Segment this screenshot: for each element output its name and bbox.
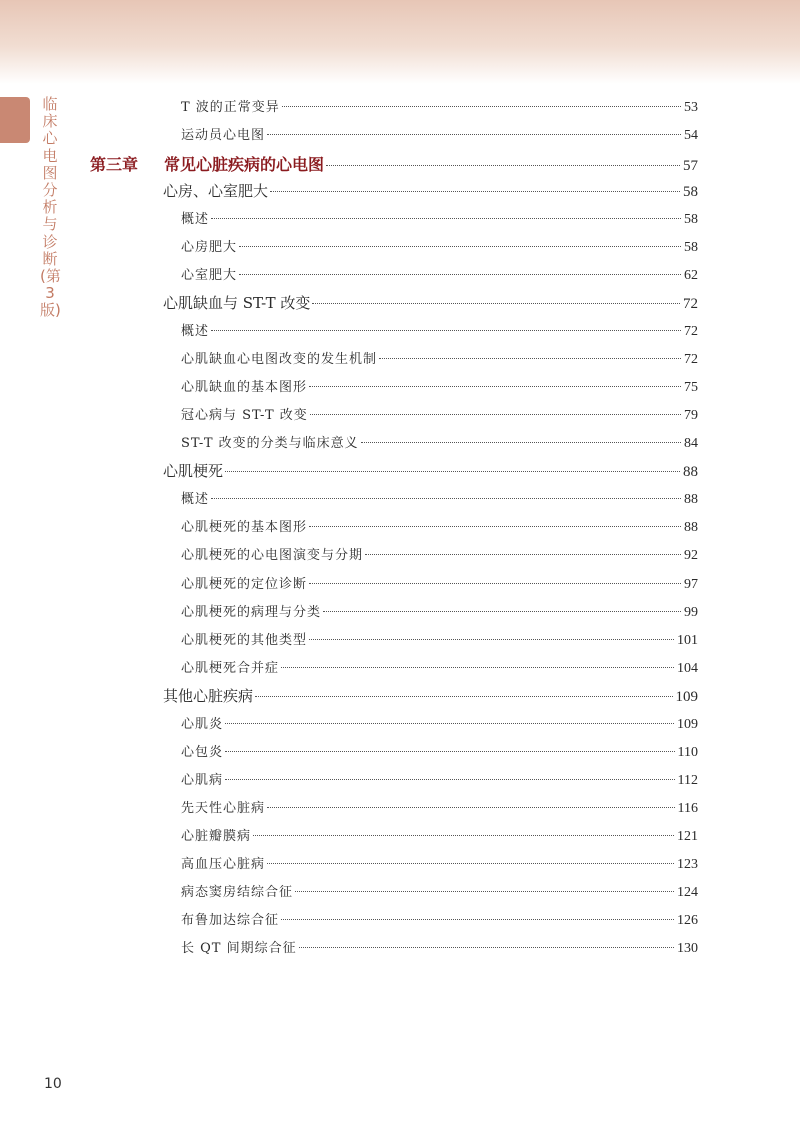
toc-chapter-entry[interactable] [90,152,698,176]
toc-entry-title: 运动员心电图 [181,128,266,144]
toc-page-number: 62 [684,268,698,284]
toc-entry-title: 心肌缺血的基本图形 [181,380,308,396]
toc-entry-title: 概述 [181,212,210,228]
toc-subsection-entry[interactable] [181,516,698,540]
toc-entry-title: 心室肥大 [181,268,238,284]
header-band [0,0,800,84]
toc-subsection-entry[interactable] [181,573,698,597]
dot-leader [309,386,681,387]
toc-entry-title: 心肌缺血与 ST-T 改变 [163,294,311,313]
dot-leader [361,442,681,443]
toc-entry-title: 心肌梗死合并症 [181,660,280,676]
toc-page-number: 57 [683,158,698,175]
toc-page-number: 58 [684,240,698,256]
toc-subsection-entry[interactable] [181,96,698,120]
toc-page-number: 88 [683,464,698,481]
toc-page-number: 110 [677,744,698,760]
toc-page-number: 84 [684,436,698,452]
toc-subsection-entry[interactable] [181,320,698,344]
toc-page-number: 58 [684,212,698,228]
toc-entry-title: T 波的正常变异 [181,100,280,115]
dot-leader [379,358,681,359]
toc-entry-title: 布鲁加达综合征 [181,912,280,928]
toc-page-number: 123 [677,856,698,872]
toc-entry-title: 概述 [181,324,210,340]
toc-entry-title: 冠心病与 ST-T 改变 [181,408,308,424]
book-title-vertical: 临床心电图分析与诊断(第3版) [40,95,61,320]
toc-section-entry[interactable] [163,460,698,484]
toc-entry-title: ST-T 改变的分类与临床意义 [181,436,359,452]
dot-leader [270,191,680,192]
dot-leader [239,274,681,275]
toc-subsection-entry[interactable] [181,797,698,821]
dot-leader [326,165,680,166]
dot-leader [281,667,674,668]
dot-leader [211,218,681,219]
toc-page-number: 124 [677,884,698,900]
toc-subsection-entry[interactable] [181,741,698,765]
side-tab-marker [0,97,30,143]
toc-page-number: 72 [683,296,698,313]
toc-entry-title: 概述 [181,492,210,508]
toc-subsection-entry[interactable] [181,909,698,933]
toc-entry-title: 长 QT 间期综合征 [181,940,297,956]
toc-page-number: 109 [677,716,698,732]
toc-subsection-entry[interactable] [181,236,698,260]
toc-page-number: 75 [684,380,698,396]
toc-subsection-entry[interactable] [181,853,698,877]
toc-subsection-entry[interactable] [181,404,698,428]
toc-page-number: 92 [684,548,698,564]
toc-subsection-entry[interactable] [181,601,698,625]
dot-leader [365,554,681,555]
toc-subsection-entry[interactable] [181,124,698,148]
dot-leader [267,134,681,135]
toc-entry-title: 心肌梗死的病理与分类 [181,604,322,620]
toc-subsection-entry[interactable] [181,432,698,456]
toc-entry-title: 其他心脏疾病 [163,686,254,705]
toc-subsection-entry[interactable] [181,937,698,961]
dot-leader [267,863,674,864]
toc-entry-title: 心脏瓣膜病 [181,828,252,844]
chapter-number: 第三章 [90,155,139,175]
toc-subsection-entry[interactable] [181,825,698,849]
toc-page-number: 88 [684,520,698,536]
page-number: 10 [44,1076,62,1092]
dot-leader [255,696,672,697]
dot-leader [295,891,674,892]
toc-page-number: 104 [677,660,698,676]
toc-page-number: 72 [684,324,698,340]
toc-page-number: 112 [677,772,698,788]
toc-entry-title: 心房、心室肥大 [163,182,269,201]
toc-page-number: 53 [684,100,698,115]
dot-leader [225,751,675,752]
dot-leader [225,723,674,724]
dot-leader [253,835,674,836]
toc-page-number: 79 [684,408,698,424]
toc-entry-title: 心肌梗死的心电图演变与分期 [181,548,364,564]
toc-subsection-entry[interactable] [181,348,698,372]
toc-subsection-entry[interactable] [181,713,698,737]
toc-entry-title: 心房肥大 [181,240,238,256]
toc-entry-title: 心肌病 [181,772,224,788]
toc-entry-title: 心包炎 [181,744,224,760]
toc-page-number: 109 [675,688,698,705]
toc-subsection-entry[interactable] [181,629,698,653]
toc-subsection-entry[interactable] [181,544,698,568]
chapter-title: 常见心脏疾病的心电图 [164,155,325,175]
dot-leader [225,779,675,780]
toc-subsection-entry[interactable] [181,376,698,400]
toc-subsection-entry[interactable] [181,881,698,905]
dot-leader [211,330,681,331]
toc-entry-title: 心肌梗死 [163,462,224,481]
toc-page-number: 72 [684,352,698,368]
dot-leader [281,919,674,920]
toc-subsection-entry[interactable] [181,769,698,793]
toc-entry-title: 心肌缺血心电图改变的发生机制 [181,352,378,368]
toc-page-number: 99 [684,604,698,620]
toc-page-number: 116 [677,800,698,816]
toc-page-number: 130 [677,940,698,956]
toc-entry-title [90,152,324,175]
toc-entry-title: 高血压心脏病 [181,856,266,872]
dot-leader [309,639,674,640]
toc-subsection-entry[interactable] [181,488,698,512]
toc-entry-title: 心肌炎 [181,716,224,732]
toc-subsection-entry[interactable] [181,264,698,288]
dot-leader [309,526,681,527]
toc-page-number: 88 [684,492,698,508]
toc-subsection-entry[interactable] [181,657,698,681]
toc-entry-title: 心肌梗死的定位诊断 [181,576,308,592]
toc-section-entry[interactable] [163,685,698,709]
toc-page-number: 54 [684,128,698,144]
dot-leader [309,583,681,584]
dot-leader [225,471,680,472]
toc-page-number: 97 [684,576,698,592]
dot-leader [323,611,681,612]
toc-entry-title: 心肌梗死的其他类型 [181,632,308,648]
toc-entry-title: 病态窦房结综合征 [181,884,294,900]
toc-entry-title: 心肌梗死的基本图形 [181,520,308,536]
toc-section-entry[interactable] [163,180,698,204]
dot-leader [267,807,675,808]
toc-page-number: 126 [677,912,698,928]
dot-leader [299,947,674,948]
toc-page-number: 101 [677,632,698,648]
toc-page-number: 121 [677,828,698,844]
toc-section-entry[interactable] [163,292,698,316]
toc-page-number: 58 [683,184,698,201]
dot-leader [211,498,681,499]
dot-leader [312,303,680,304]
toc-entry-title: 先天性心脏病 [181,800,266,816]
dot-leader [282,106,681,107]
dot-leader [239,246,681,247]
toc-subsection-entry[interactable] [181,208,698,232]
dot-leader [310,414,681,415]
